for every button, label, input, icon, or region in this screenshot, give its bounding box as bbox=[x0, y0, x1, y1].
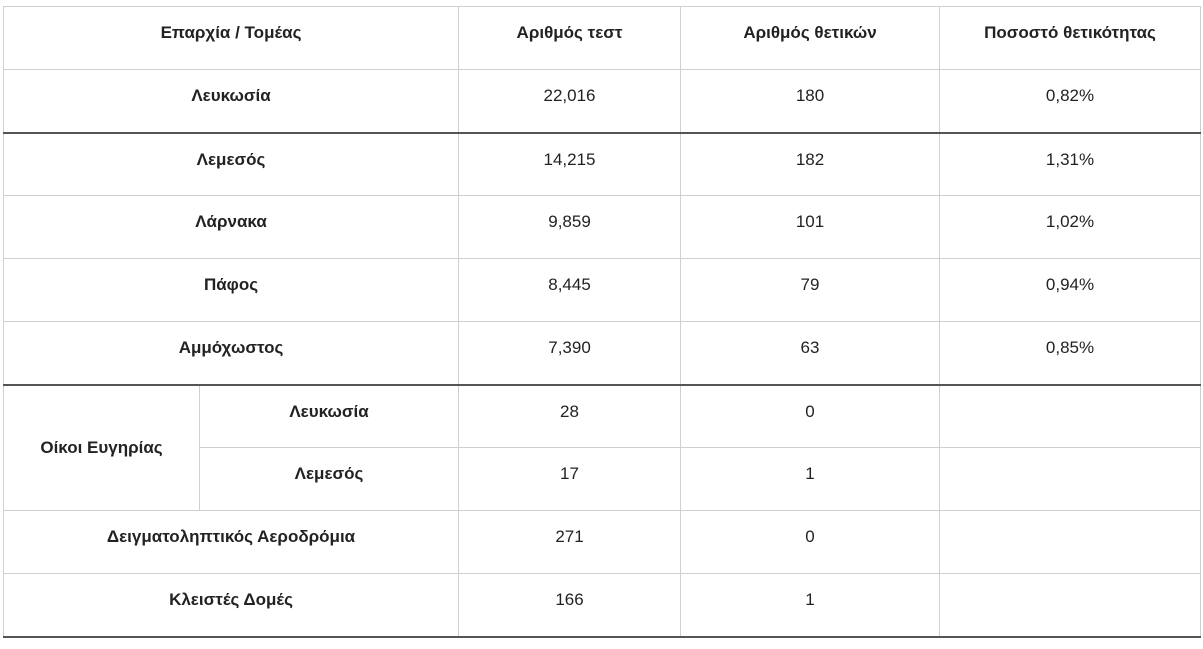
rate-value bbox=[940, 385, 1201, 448]
table-row bbox=[4, 196, 1201, 259]
tests-value: 8,445 bbox=[459, 259, 681, 322]
header-positives: Αριθμός θετικών bbox=[681, 7, 940, 70]
sector-name: Κλειστές Δομές bbox=[4, 574, 459, 637]
rate-value: 0,94% bbox=[940, 259, 1201, 322]
positives-value: 1 bbox=[681, 574, 940, 637]
district-name: Αμμόχωστος bbox=[4, 322, 459, 385]
table-row bbox=[4, 133, 1201, 196]
table-row bbox=[4, 574, 1201, 637]
tests-value: 166 bbox=[459, 574, 681, 637]
rate-value bbox=[940, 448, 1201, 511]
tests-value: 17 bbox=[459, 448, 681, 511]
table-row bbox=[4, 511, 1201, 574]
tests-value: 22,016 bbox=[459, 70, 681, 133]
positives-value: 0 bbox=[681, 385, 940, 448]
district-name: Λεμεσός bbox=[4, 133, 459, 196]
care-home-district-name: Λευκωσία bbox=[200, 385, 459, 448]
header-region: Επαρχία / Τομέας bbox=[4, 7, 459, 70]
care-home-district-name: Λεμεσός bbox=[200, 448, 459, 511]
table-row bbox=[4, 322, 1201, 385]
header-rate: Ποσοστό θετικότητας bbox=[940, 7, 1201, 70]
rate-value: 0,82% bbox=[940, 70, 1201, 133]
positives-value: 101 bbox=[681, 196, 940, 259]
tests-value: 7,390 bbox=[459, 322, 681, 385]
positives-value: 79 bbox=[681, 259, 940, 322]
table-row bbox=[4, 259, 1201, 322]
tests-value: 271 bbox=[459, 511, 681, 574]
header-row bbox=[4, 7, 1201, 70]
tests-value: 28 bbox=[459, 385, 681, 448]
table-row bbox=[4, 70, 1201, 133]
positives-value: 1 bbox=[681, 448, 940, 511]
testing-results-table bbox=[3, 6, 1201, 638]
rate-value bbox=[940, 511, 1201, 574]
rate-value: 1,02% bbox=[940, 196, 1201, 259]
positives-value: 182 bbox=[681, 133, 940, 196]
tests-value: 14,215 bbox=[459, 133, 681, 196]
positives-value: 180 bbox=[681, 70, 940, 133]
care-homes-label: Οίκοι Ευγηρίας bbox=[4, 385, 200, 511]
table-row bbox=[4, 385, 1201, 448]
sector-name: Δειγματοληπτικός Αεροδρόμια bbox=[4, 511, 459, 574]
rate-value: 0,85% bbox=[940, 322, 1201, 385]
rate-value: 1,31% bbox=[940, 133, 1201, 196]
rate-value bbox=[940, 574, 1201, 637]
header-tests: Αριθμός τεστ bbox=[459, 7, 681, 70]
district-name: Λευκωσία bbox=[4, 70, 459, 133]
positives-value: 63 bbox=[681, 322, 940, 385]
district-name: Λάρνακα bbox=[4, 196, 459, 259]
positives-value: 0 bbox=[681, 511, 940, 574]
tests-value: 9,859 bbox=[459, 196, 681, 259]
district-name: Πάφος bbox=[4, 259, 459, 322]
